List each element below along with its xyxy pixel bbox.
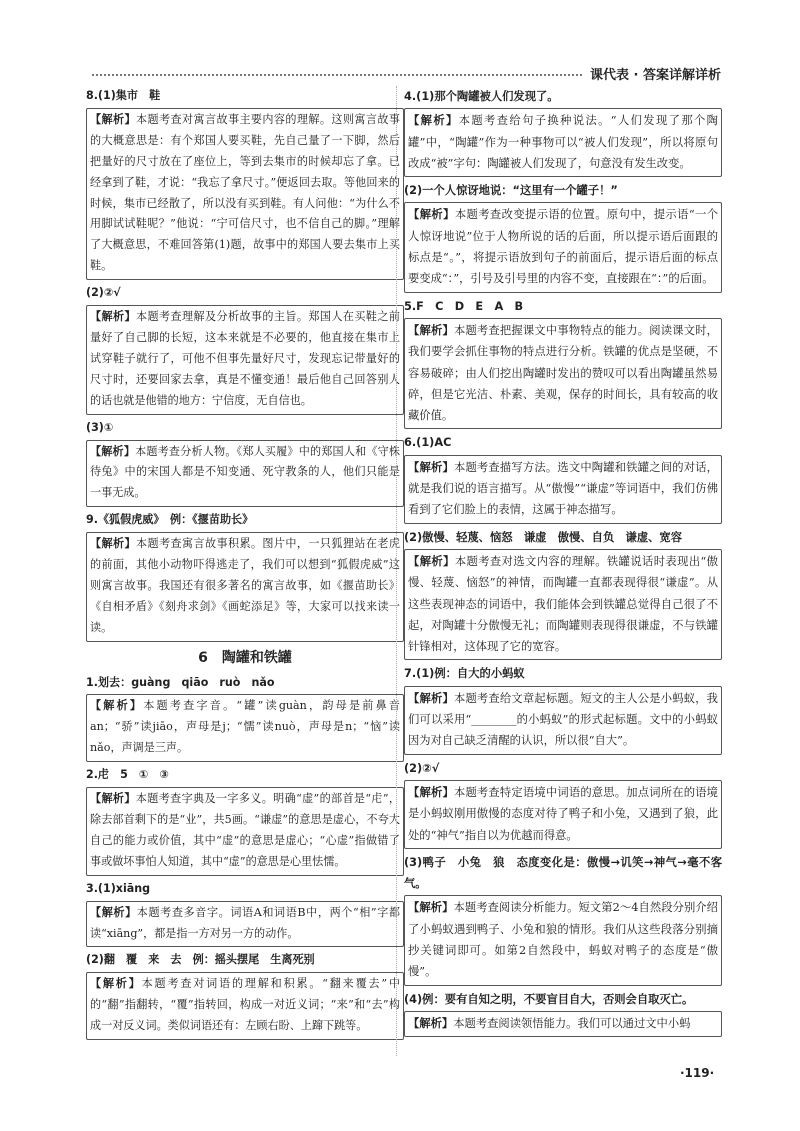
analysis-text: 本题考查给文章起标题。短文的主人公是小蚂蚁，我们可以采用“________的小蚂蚁”的形式起标题。文中的小蚂蚁因为对自己缺乏清醒的认识，所以很“自大”。 [408,691,718,748]
analysis-block [404,455,722,524]
analysis-text: 本题考查分析人物。《郑人买履》中的郑国人和《守株待兔》中的宋国人都是不知变通、死守教条的人，他们只能是一事无成。 [90,444,400,500]
analysis-block [404,780,722,849]
analysis-label: 【解析】 [90,699,144,713]
analysis-block [404,1011,722,1037]
answer-line: (3)① [86,420,114,434]
answer-line: (4)例：要有自知之明，不要盲目自大，否则会自取灭亡。 [404,992,694,1006]
analysis-block [404,549,722,660]
analysis-text: 本题考查改变提示语的位置。原句中，提示语“一个人惊讶地说”位于人物所说的话的后面，所以提示语后面跟的标点是“。”，将提示语放到句子的前面后，提示语后面的标点要变成“：”，引号及引号里的内容不变，直接跟在“：”的后面。 [408,208,718,286]
analysis-text: 本题考查特定语境中词语的意思。加点词所在的语境是小蚂蚁刚用傲慢的态度对待了鸭子和小兔，又遇到了狼，此处的“神气”指自以为优越而得意。 [408,785,718,842]
analysis-text: 本题考查阅读领悟能力。我们可以通过文中小蚂 [453,1016,691,1030]
analysis-label: 【解析】 [408,1016,454,1030]
answer-line: 6.(1)AC [404,436,452,450]
analysis-block [86,108,404,280]
answer-line: 2.虍 5 ① ③ [86,768,169,782]
answer-line: (2)②√ [404,761,440,775]
answer-line: 5.F C D E A B [404,299,524,313]
answer-line: 7.(1)例：自大的小蚂蚁 [404,667,525,681]
analysis-label: 【解析】 [408,208,455,222]
analysis-text: 本题考查字音。“罐”读guàn，韵母是前鼻音an；“骄”读jiāo，声母是j；“懦”读nuò，声母是n；“恼”读nǎo，声调是三声。 [90,699,400,755]
answer-line: 1.划去：guàng qiāo ruò nǎo [86,675,275,689]
analysis-text: 本题考查给句子换种说法。“人们发现了那个陶罐”中，“陶罐”作为一种事物可以“被人们发现”，所以将原句改成“被”字句：陶罐被人们发现了，句意没有发生改变。 [408,114,718,170]
header-title: 课代表 · 答案详解详析 [590,68,721,83]
answer-line: 3.(1)xiāng [86,881,151,895]
analysis-label: 【解析】 [408,785,454,799]
analysis-label: 【解析】 [90,444,136,458]
analysis-text: 本题考查把握课文中事物特点的能力。阅读课文时，我们要学会抓住事物的特点进行分析。铁罐的优点是坚硬，不容易破碎；由人们挖出陶罐时发出的赞叹可以看出陶罐虽然易碎，但是它光洁、朴素、美观，保存的时间长，具有较高的收藏价值。 [408,323,718,423]
analysis-text: 本题考查字典及一字多义。明确“虚”的部首是“虍”，除去部首剩下的是“业”，共5画。“谦虚”的意思是虚心，不夸大自己的能力或价值，其中“虚”的意思是虚心；“心虚”指做错了事或做坏事怕人知道，其中“虚”的意思是心里怯懦。 [90,792,400,868]
analysis-label: 【解析】 [90,905,137,919]
analysis-label: 【解析】 [408,554,455,568]
analysis-block [86,901,404,948]
analysis-block [86,972,404,1040]
analysis-text: 本题考查理解及分析故事的主旨。郑国人在买鞋之前量好了自己脚的长短，这本来就是不必要的，他直接在集市上试穿鞋子就行了，可他不但事先量好尺寸，发现忘记带量好的尺寸时，还要回家去拿，真是不懂变通！最后他自己回答别人的话也就是他错的地方：宁信度，无自信也。 [90,310,400,407]
analysis-block [86,532,404,642]
answer-line: (2)②√ [86,286,121,300]
analysis-text: 本题考查对词语的理解和积累。“翻来覆去”中的“翻”指翻转，“覆”指转回，构成一对近义词；“来”和“去”构成一对反义词。类似词语还有：左顾右盼、上蹿下跳等。 [90,977,400,1033]
answer-line: (2)翻 覆 来 去 例：摇头摆尾 生离死别 [86,953,315,967]
header-dotted-rule [92,74,582,76]
analysis-text: 本题考查对选文内容的理解。铁罐说话时表现出“傲慢、轻蔑、恼怒”的神情，而陶罐一直都表现得很“谦虚”。从这些表现神态的词语中，我们能体会到铁罐总觉得自己很了不起，对陶罐十分傲慢无礼；而陶罐则表现得很谦虚，不与铁罐针锋相对，这体现了它的宽容。 [408,554,718,654]
analysis-block [404,895,722,985]
analysis-text: 本题考查多音字。词语A和词语B中，两个“相”字都读“xiāng”，都是指一方对另一方的动作。 [90,905,400,940]
analysis-label: 【解析】 [90,977,142,991]
column-divider [396,86,397,1056]
lesson-title: 6 陶罐和铁罐 [198,649,292,666]
analysis-block [404,202,722,292]
answer-line: 4.(1)那个陶罐被人们发现了。 [404,90,559,103]
analysis-text: 本题考查阅读分析能力。短文第2～4自然段分别介绍了小蚂蚁遇到鸭子、小兔和狼的情形。我们从这些段落分别摘抄关键词即可。如第2自然段中，蚂蚁对鸭子的态度是“傲慢”。 [408,901,718,979]
analysis-label: 【解析】 [408,460,454,474]
left-column [86,86,404,1043]
analysis-label: 【解析】 [408,901,454,915]
analysis-text: 本题考查对寓言故事主要内容的理解。这则寓言故事的大概意思是：有个郑国人要买鞋，先自己量了一下脚，然后把量好的尺寸放在了座位上，等到去集市的时候却忘了拿。已经拿到了鞋，才说：“我忘了拿尺寸。”便返回去取。等他回来的时候，集市已经散了，所以没有买到鞋。有人问他：“为什么不用脚试试鞋呢？”他说：“宁可信尺寸，也不信自己的脚。”理解了大概意思，不难回答第(1)题，故事中的郑国人要去集市上买鞋。 [90,112,400,273]
analysis-block [86,440,404,508]
analysis-text: 本题考查寓言故事积累。图片中，一只狐狸站在老虎的前面，其他小动物吓得逃走了，我们可以想到“狐假虎威”这则寓言故事。我国还有很多著名的寓言故事，如《揠苗助长》《自相矛盾》《刻舟求剑》《画蛇添足》等，大家可以找来读一读。 [90,537,400,634]
analysis-label: 【解析】 [90,310,136,324]
analysis-text: 本题考查描写方法。选文中陶罐和铁罐之间的对话，就是我们说的语言描写。从“傲慢”“谦虚”等词语中，我们仿佛看到了它们脸上的表情，这属于神态描写。 [408,460,718,517]
answer-line: (2)傲慢、轻蔑、恼怒 谦虚 傲慢、自负 谦虚、宽容 [404,530,683,544]
answer-line: (2)一个人惊讶地说：“这里有一个罐子！” [404,184,618,198]
answer-line: 9.《狐假虎威》 例：《揠苗助长》 [86,513,254,527]
right-column [404,86,722,1040]
analysis-label: 【解析】 [90,537,136,551]
analysis-block [86,787,404,876]
answer-line: 8.(1)集市 鞋 [86,89,161,102]
analysis-block [404,686,722,755]
analysis-label: 【解析】 [408,691,454,705]
page-number: ·119· [680,1066,715,1080]
answer-line: (3)鸭子 小兔 狼 态度变化是：傲慢→讥笑→神气→毫不客气。 [404,855,722,891]
analysis-block [404,108,722,177]
analysis-label: 【解析】 [90,792,136,806]
analysis-label: 【解析】 [408,114,459,128]
analysis-block [404,318,722,429]
analysis-block [86,305,404,415]
analysis-block [86,694,404,762]
analysis-label: 【解析】 [90,112,136,126]
analysis-label: 【解析】 [408,323,454,337]
